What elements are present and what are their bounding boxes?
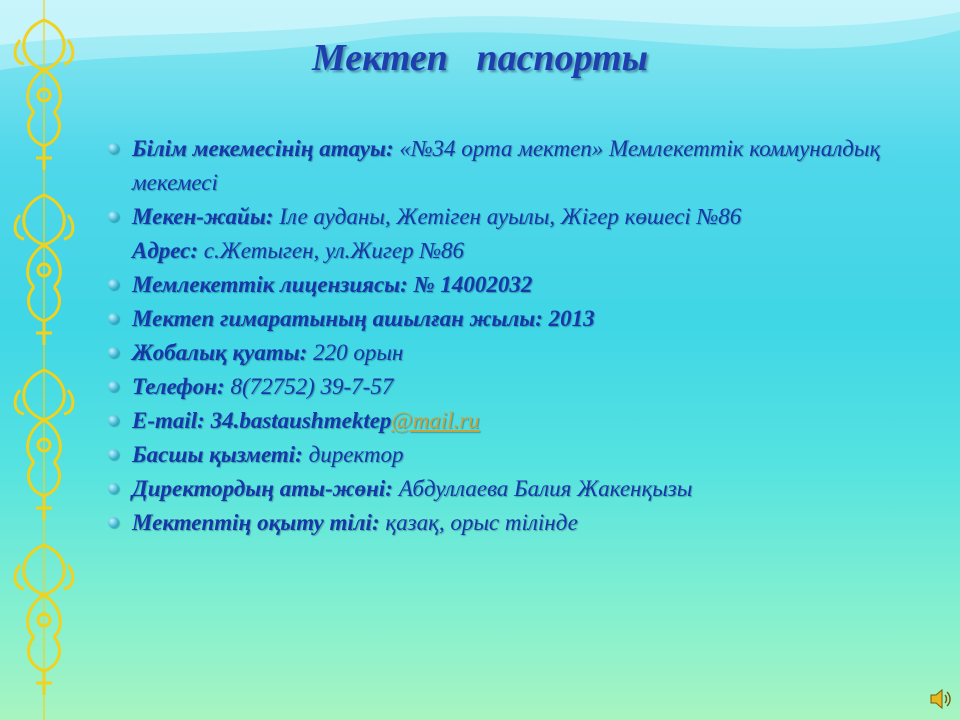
list-item-name — [108, 132, 938, 200]
ornament-border-icon — [8, 0, 80, 720]
email-link[interactable]: @mail.ru — [391, 408, 480, 433]
list-item-address — [108, 200, 938, 268]
page-title: Мектеп паспорты — [312, 37, 648, 79]
item-value: «№34 орта мектеп» Мемлекеттік коммуналдық мекемесі — [132, 136, 881, 195]
item-value: 220 орын — [307, 340, 404, 365]
item-key: Жобалық қуаты: — [132, 340, 308, 365]
list-item-capacity — [108, 336, 938, 370]
passport-list — [108, 132, 938, 540]
list-item-year — [108, 302, 938, 336]
item-value: директор — [302, 442, 404, 467]
item-value: 34.bastaushmektep — [204, 408, 392, 433]
item-key: Мемлекеттік лицензиясы: — [132, 272, 408, 297]
item-key: Директордың аты-жөні: — [132, 476, 393, 501]
item-value: 8(72752) 39-7-57 — [224, 374, 394, 399]
list-item-position — [108, 438, 938, 472]
list-item-license — [108, 268, 938, 302]
list-item-director — [108, 472, 938, 506]
item-value: қазақ, орыс тілінде — [379, 510, 578, 535]
item-key: Мектептің оқыту тілі: — [132, 510, 380, 535]
item-key: Телефон: — [132, 374, 225, 399]
item-value: Іле ауданы, Жетіген ауылы, Жігер көшесі №86 — [273, 204, 742, 229]
item-value: Абдуллаева Балия Жакенқызы — [392, 476, 693, 501]
item-key: E-mail: — [132, 408, 205, 433]
item-value: № 14002032 — [407, 272, 533, 297]
item-key: Білім мекемесінің атауы: — [132, 136, 394, 161]
list-item-phone — [108, 370, 938, 404]
item-key: Мектеп гимаратының ашылған жылы: — [132, 306, 543, 331]
item-value: 2013 — [542, 306, 595, 331]
speaker-icon[interactable] — [928, 686, 954, 712]
item-value-2: с.Жетыген, ул.Жигер №86 — [198, 238, 465, 263]
item-key-2: Адрес: — [132, 238, 199, 263]
item-key: Мекен-жайы: — [132, 204, 274, 229]
item-key: Басшы қызметі: — [132, 442, 303, 467]
list-item-email — [108, 404, 938, 438]
list-item-language — [108, 506, 938, 540]
